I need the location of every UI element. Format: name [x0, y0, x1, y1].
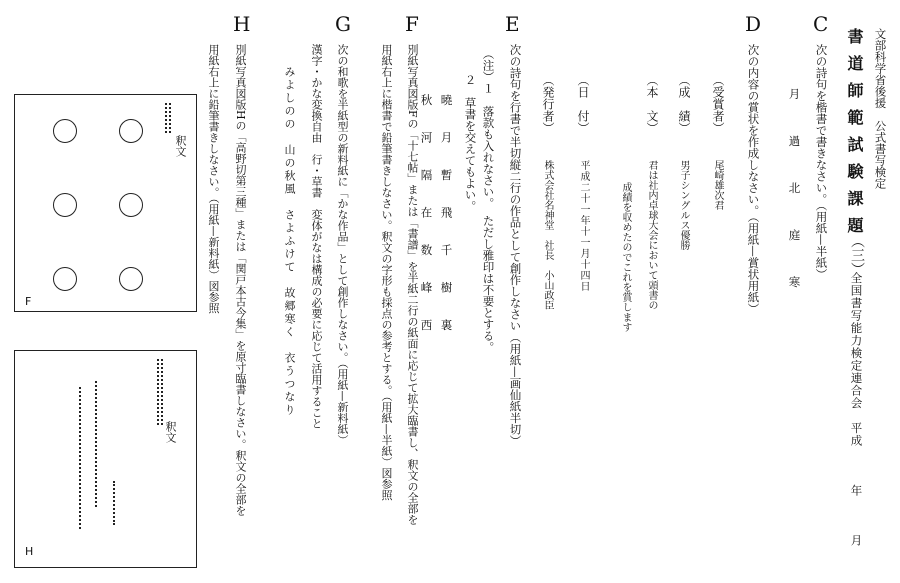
g-waka: みよしのの 山の秋風 さよふけて 故郷寒く 衣うつなり — [283, 66, 296, 417]
section-c-instruction: 次の詩句を楷書で書きなさい。（用紙—半紙） — [814, 44, 829, 280]
figure-h-box — [14, 350, 197, 568]
d-date: 平成二十一年十一月十四日 — [578, 160, 589, 292]
d-issuer-label: （発行者） — [541, 74, 555, 134]
figure-h-annotation: 釈文 — [164, 421, 177, 443]
page-title: 書道師範試験課題 — [845, 28, 864, 244]
section-d-letter: D — [745, 12, 762, 36]
figure-f-circle — [119, 267, 143, 291]
figure-f-circle — [53, 267, 77, 291]
d-body-label: （本 文） — [645, 74, 659, 134]
e-note-2: ２ 草書を交えてもよい。 — [463, 74, 478, 212]
figure-h-label: H — [25, 545, 34, 558]
section-g-line-2: 漢字・かな変換自由 行・草書 変体がなは構成の必要に応じて活用すること — [310, 44, 323, 429]
figure-h-dotted-line — [157, 359, 159, 425]
d-body-line1: 君は社内卓球大会において頭書の — [646, 160, 657, 310]
section-c-text: 月 過 北 庭 寒 — [787, 88, 802, 300]
e-note-1: （注）１ 落款も入れなさい。 ただし雅印は不要とする。 — [481, 48, 496, 353]
organization-line: 全国書写能力検定連合会 平成 年 月 — [849, 272, 864, 547]
section-e-instruction: 次の詩句を行書で半切縦二行の作品として創作しなさい（用紙—画仙紙半切） — [508, 44, 523, 447]
d-body-line2: 成績を収めたのでこれを賞します — [620, 182, 631, 332]
figure-h-dotted-line — [95, 381, 97, 507]
figure-h-dotted-line — [161, 359, 163, 425]
figure-f-dotted-line-2 — [169, 103, 171, 133]
d-result-label: （成 績） — [677, 74, 691, 134]
figure-f-annotation: 釈文 — [174, 135, 187, 157]
figure-f-circle — [53, 193, 77, 217]
figure-f-circle — [119, 119, 143, 143]
section-g-line-1: 次の和歌を半紙型の新料紙に「かな作品」として創作しなさい。（用紙—新料紙） — [336, 44, 349, 446]
section-f-letter: F — [405, 12, 419, 36]
section-f-line-1: 別紙写真図版Fの「十七帖」または「書譜」を半紙二行の紙面に応じて拡大臨書し、釈文の全部を — [406, 44, 419, 525]
d-recipient: 尾崎雄次君 — [712, 160, 723, 210]
e-poem-line-1: 曉月暫飛千樹裏 — [439, 94, 454, 357]
figure-f-label: F — [25, 295, 32, 308]
d-recipient-label: （受賞者） — [711, 74, 725, 134]
section-h-line-2: 用紙右上に鉛筆書きしなさい。（用紙—新料紙）図参照 — [207, 44, 220, 314]
section-h-line-1: 別紙写真図版Hの「高野切第三種」または「関戸本古今集」を原寸臨書しなさい。釈文の全部を — [234, 44, 247, 516]
section-d-instruction: 次の内容の賞状を作成しなさい。（用紙—賞状用紙） — [746, 44, 761, 315]
section-e-letter: E — [505, 12, 520, 36]
figure-f-circle — [119, 193, 143, 217]
section-c-letter: C — [813, 12, 829, 36]
e-poem-line-2: 秋河隔在数峰西 — [419, 94, 434, 357]
figure-f-circle — [53, 119, 77, 143]
figure-h-dotted-line — [79, 387, 81, 529]
d-issuer: 株式会社名神堂 社長 小山政臣 — [542, 160, 553, 310]
d-date-label: （日 付） — [576, 74, 590, 134]
title-part: （三） — [849, 234, 865, 276]
sponsor-line: 文部科学省後援 公式書写検定 — [873, 28, 888, 189]
figure-f-dotted-line — [165, 103, 167, 133]
section-h-letter: H — [233, 12, 251, 36]
section-g-letter: G — [335, 12, 351, 36]
d-result: 男子シングルス優勝 — [678, 160, 689, 250]
figure-f-box — [14, 94, 197, 312]
section-f-line-2: 用紙右上に楷書で鉛筆書きしなさい。釈文の字形も採点の参考とする。（用紙—半紙）図参照 — [380, 44, 393, 501]
figure-h-dotted-line — [113, 481, 115, 525]
